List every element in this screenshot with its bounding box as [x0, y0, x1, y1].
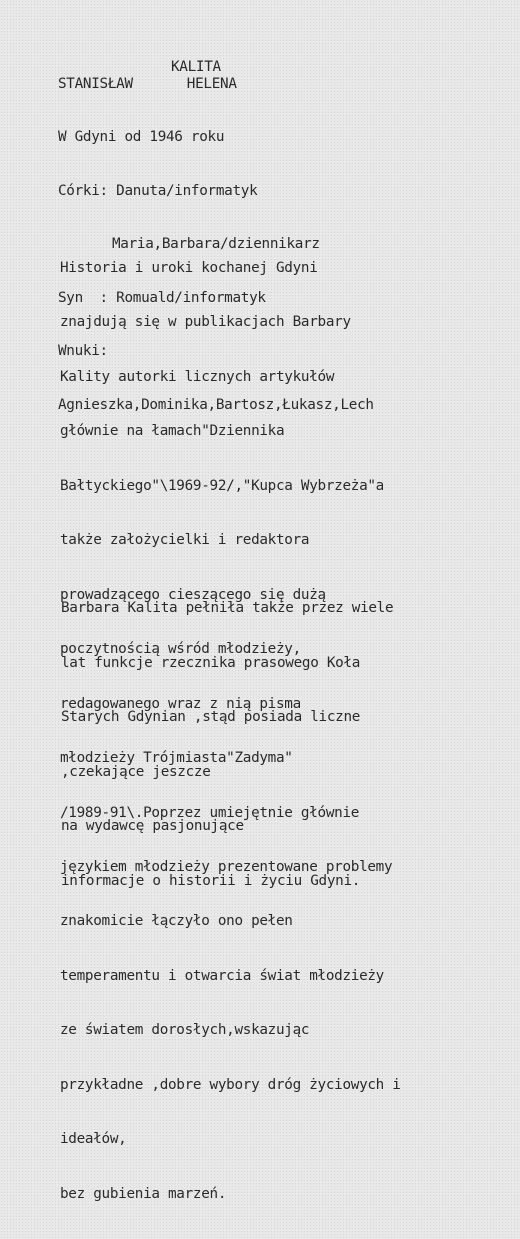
- grandchildren-list: Agnieszka,Dominika,Bartosz,Łukasz,Lech: [58, 396, 374, 413]
- paragraph-line: ,czekające jeszcze: [61, 763, 211, 780]
- paragraph-line: poczytnością wśród młodzieży,: [60, 641, 301, 658]
- given-name-stanislaw: STANISŁAW: [58, 76, 133, 92]
- spokesperson-paragraph: [61, 563, 393, 927]
- paragraph-line: znakomicie łączyło ono pełen: [60, 913, 293, 930]
- paragraph-line: lat funkcje rzecznika prasowego Koła: [61, 654, 361, 671]
- paragraph-line: /1989-91\.Poprzez umiejętnie głównie: [60, 804, 360, 821]
- paragraph-line: redagowanego wraz z nią pisma: [60, 695, 301, 712]
- paragraph-line: przykładne ,dobre wybory dróg życiowych i: [60, 1076, 401, 1093]
- paragraph-line: językiem młodzieży prezentowane problemy: [60, 858, 393, 875]
- paragraph-line: na wydawcę pasjonujące: [61, 818, 244, 835]
- given-names-heading: [58, 75, 237, 93]
- paragraph-line: Starych Gdynian ,stąd posiada liczne: [61, 709, 361, 726]
- paragraph-line: bez gubienia marzeń.: [60, 1185, 227, 1202]
- paragraph-line: Bałtyckiego"\1969-92/,"Kupca Wybrzeża"a: [60, 477, 384, 494]
- paragraph-line: temperamentu i otwarcia świat młodzieży: [60, 967, 384, 984]
- paragraph-line: ze światem dorosłych,wskazując: [60, 1022, 310, 1039]
- daughters-line-2: Maria,Barbara/dziennikarz: [112, 236, 320, 253]
- paragraph-line: ideałów,: [60, 1131, 127, 1148]
- given-name-helena: HELENA: [186, 76, 237, 92]
- son-line: Syn : Romuald/informatyk: [58, 289, 266, 306]
- daughters-line-1: Córki: Danuta/informatyk: [58, 182, 258, 199]
- grandchildren-label: Wnuki:: [58, 343, 108, 360]
- paragraph-line: prowadzącego cieszącego się dużą: [60, 586, 326, 603]
- paragraph-line: informacje o historii i życiu Gdyni.: [61, 872, 361, 889]
- paragraph-line: młodzieży Trójmiasta"Zadyma": [60, 750, 293, 767]
- paragraph-line: Barbara Kalita pełniła także przez wiele: [61, 600, 394, 616]
- paragraph-line: znajdują się w publikacjach Barbary: [60, 314, 351, 331]
- surname-heading: KALITA: [171, 59, 221, 75]
- residence-since-line: W Gdyni od 1946 roku: [58, 129, 225, 145]
- paragraph-line: Kality autorki licznych artykułów: [60, 368, 335, 385]
- paragraph-line: także założycielki i redaktora: [60, 532, 310, 549]
- paragraph-line: głównie na łamach"Dziennika: [60, 423, 285, 440]
- paragraph-line: Historia i uroki kochanej Gdyni: [60, 260, 318, 276]
